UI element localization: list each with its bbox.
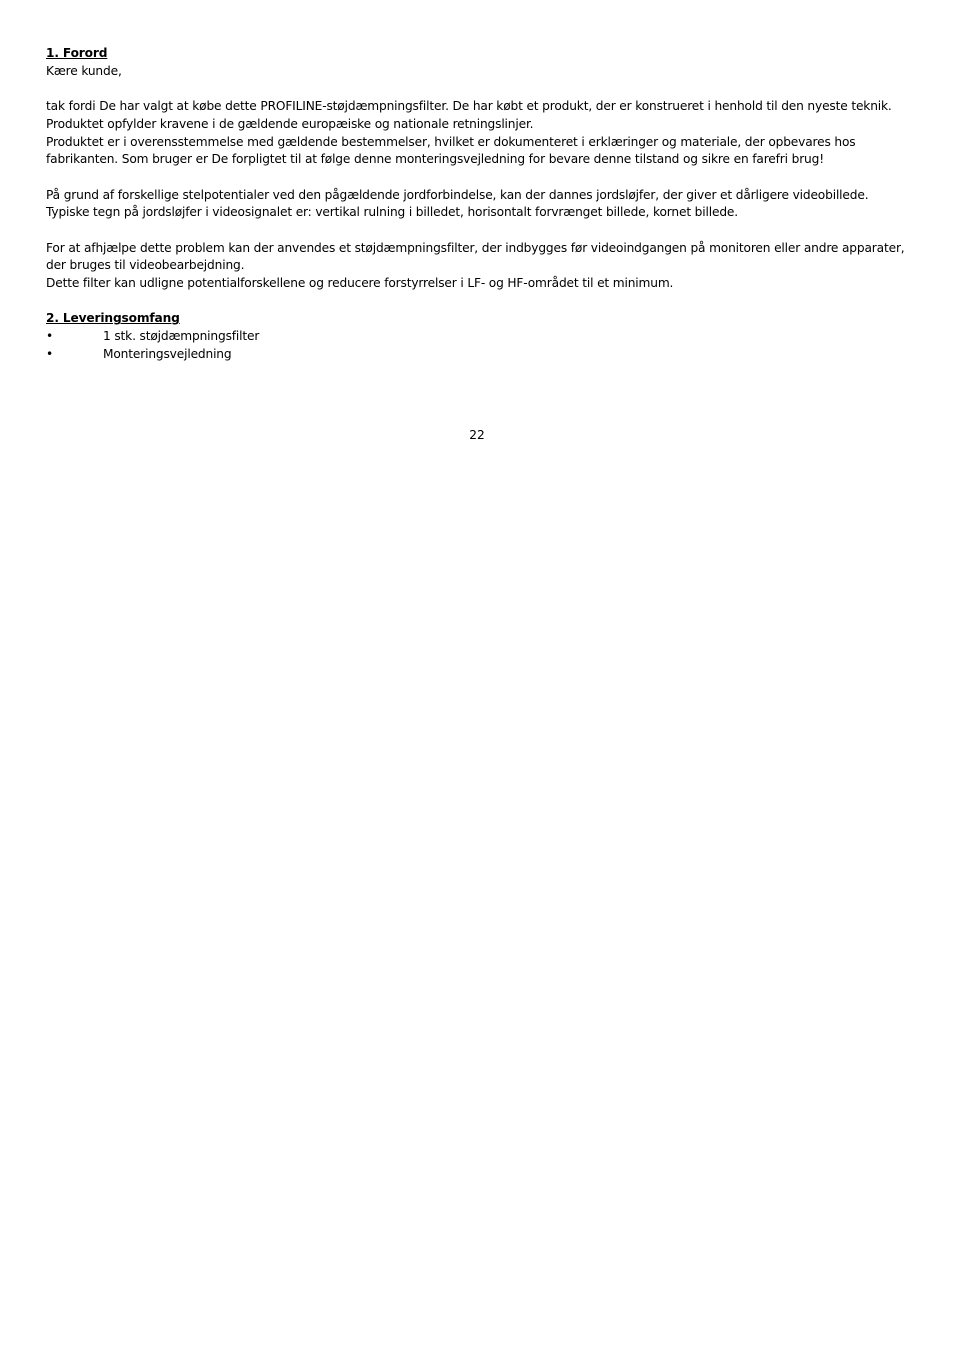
paragraph-compliance: Produktet opfylder kravene i de gældende europæiske og nationale retningslinjer.: [46, 116, 534, 131]
paragraph-symptoms: Typiske tegn på jordsløjfer i videosignalet er: vertikal rulning i billedet, horisontalt forvrænget billede, kornet billede.: [46, 205, 738, 220]
list-item-label: Monteringsvejledning: [103, 346, 232, 361]
paragraph-filter: Dette filter kan udligne potentialforskellene og reducere forstyrrelser i LF- og HF-området til et minimum.: [46, 276, 674, 291]
paragraph-regulations: Produktet er i overensstemmelse med gældende bestemmelser, hvilket er dokumenteret i erklæringer og materiale, der opbevares hos fabrikanten. Som bruger er De forpligtet til at følge denne monteringsvejledning for bevare denne tilstand og sikre en farefri brug!: [46, 134, 856, 167]
section-heading-forord: 1. Forord: [46, 46, 108, 60]
paragraph-thanks: tak fordi De har valgt at købe dette PROFILINE-støjdæmpningsfilter. De har købt et produkt, der er konstrueret i henhold til den nyeste teknik.: [46, 99, 892, 114]
list-item: [46, 328, 916, 346]
page-number: 22: [469, 428, 485, 442]
paragraph-gap: [46, 222, 916, 240]
paragraph-solution: For at afhjælpe dette problem kan der anvendes et støjdæmpningsfilter, der indbygges før videoindgangen på monitoren eller andre apparater, der bruges til videobearbejdning.: [46, 240, 905, 273]
paragraph-ground-loops: På grund af forskellige stelpotentialer ved den pågældende jordforbindelse, kan der dannes jordsløjfer, der giver et dårligere videobillede.: [46, 187, 869, 202]
bullet-icon: •: [46, 346, 54, 361]
bullet-icon: •: [46, 329, 54, 344]
delivery-list: [46, 328, 916, 363]
list-item: [46, 346, 916, 364]
paragraph-gap: [46, 169, 916, 187]
salutation: Kære kunde,: [46, 63, 122, 78]
paragraph-gap: [46, 80, 916, 98]
section-heading-leveringsomfang: 2. Leveringsomfang: [46, 311, 180, 326]
list-item-label: 1 stk. støjdæmpningsfilter: [103, 329, 260, 344]
document-page: [46, 45, 916, 364]
paragraph-gap: [46, 293, 916, 311]
